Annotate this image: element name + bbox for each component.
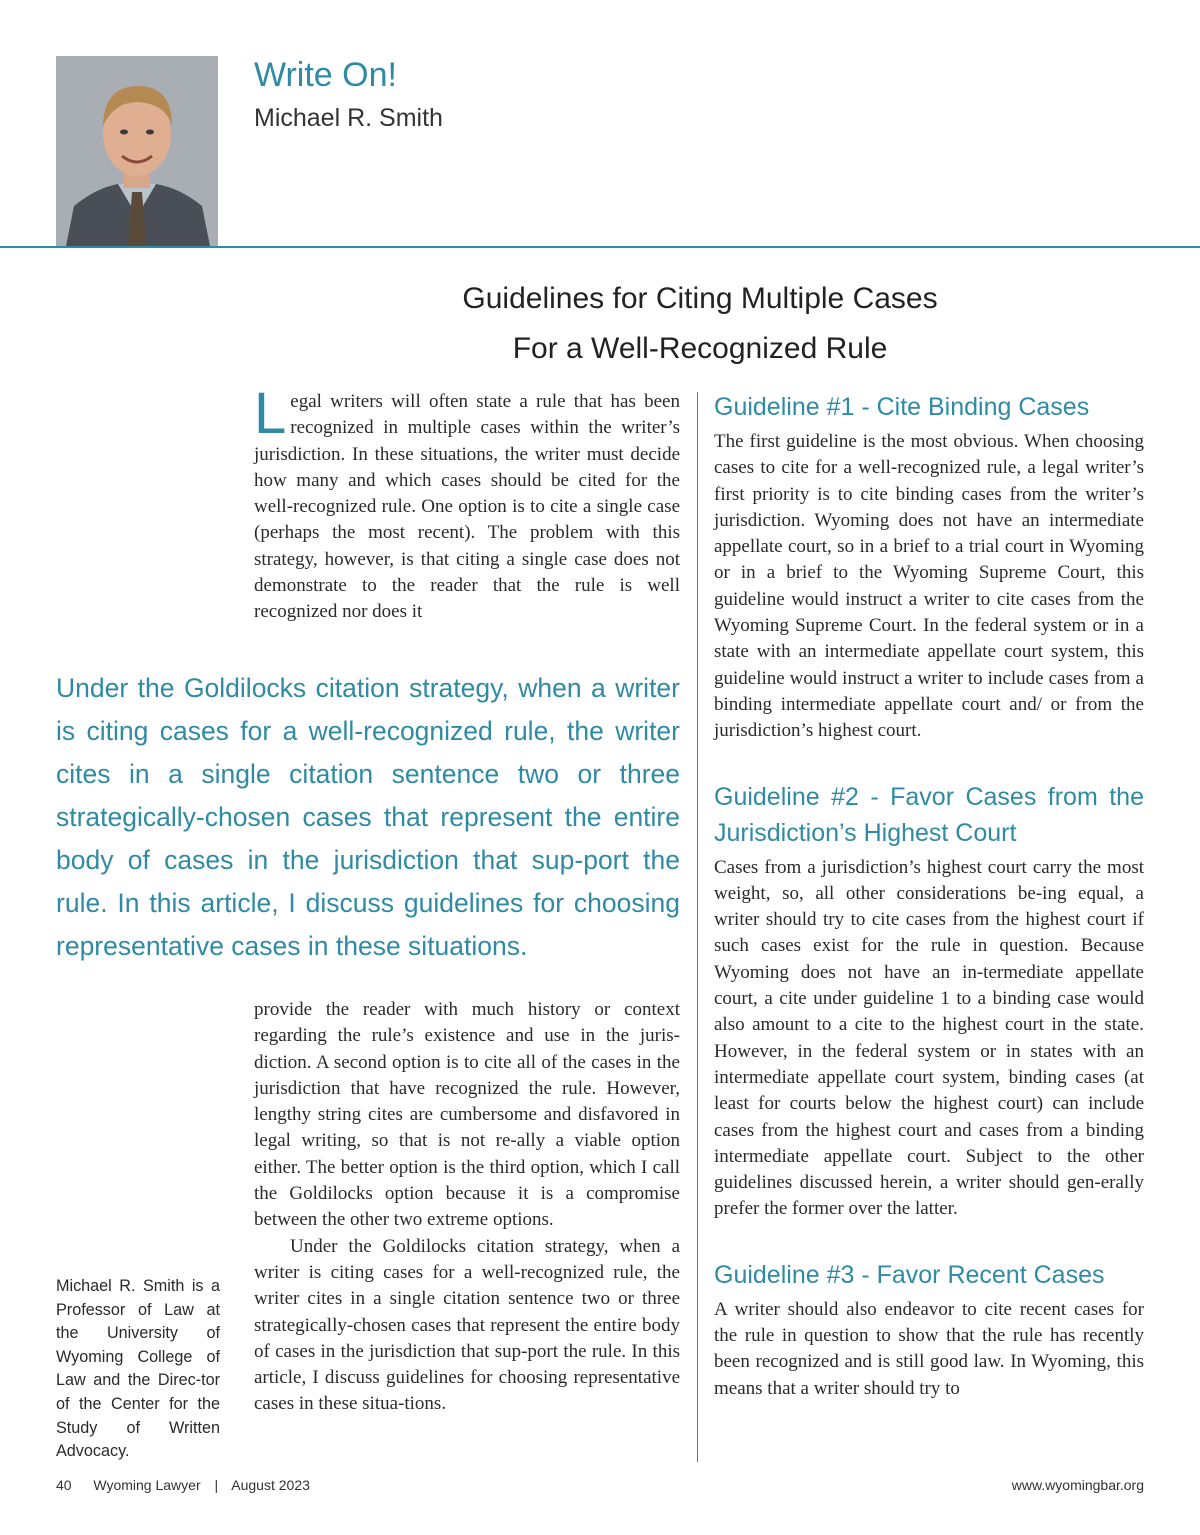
page-footer	[56, 1477, 1144, 1497]
guideline-1-text: The first guideline is the most obvious. When choosing cases to cite for a well-recognized rule, a legal writer’s first priority is to cite binding cases from the writer’s jurisdiction. Wyoming does not have an intermediate appellate court, so in a brief to a trial court in Wyoming or in a brief to the Wyoming Supreme Court, this guideline would instruct a writer to cite cases from the Wyoming Supreme Court. In the federal system or in a state with an intermediate appellate court system, this guideline would instruct a writer to include cases from a binding intermediate appellate court and/ or from the jurisdiction’s highest court.	[714, 431, 1144, 742]
guideline-3-heading: Guideline #3 - Favor Recent Cases	[714, 1260, 1105, 1289]
middle-column-continued	[254, 997, 680, 1418]
author-name: Michael R. Smith	[254, 104, 443, 132]
article-title-line-1: Guidelines for Citing Multiple Cases	[462, 282, 938, 315]
article-title-line-2: For a Well-Recognized Rule	[512, 332, 888, 365]
column-title: Write On!	[254, 56, 397, 94]
intro-text: egal writers will often state a rule that has been recognized in multiple cases within the writer’s jurisdiction. In these situations, the writer must decide how many and which cases should be cited for the well-recognized rule. One option is to cite a single case (perhaps the most recent). The problem with this strategy, however, is that citing a single case does not demonstrate to the reader that the rule is well recognized nor does it	[254, 391, 680, 623]
drop-cap: L	[254, 381, 287, 446]
intro-paragraph	[254, 381, 680, 626]
guideline-2-heading: Guideline #2 - Favor Cases from the Jurisdiction’s Highest Court	[714, 782, 1144, 847]
footer-left	[56, 1477, 310, 1493]
page-number: 40	[56, 1477, 72, 1493]
pull-quote: Under the Goldilocks citation strategy, when a writer is citing cases for a well-recognized rule, the writer cites in a single citation sentence two or three strategically-chosen cases that represent the entire body of cases in the jurisdiction that sup-port the rule. In this article, I discuss guidelines for choosing representative cases in these situations.	[56, 673, 680, 961]
column-divider	[697, 392, 698, 1462]
issue-date: August 2023	[231, 1477, 310, 1493]
body-paragraph: provide the reader with much history or context regarding the rule’s existence and use in the juris-diction. A second option is to cite all of the cases in the jurisdiction that have recognized the rule. However, lengthy string cites are cumbersome and disfavored in legal writing, so that is not re-ally a viable option either. The better option is the third option, which I call the Goldilocks option because it is a compromise between the other two extreme options.	[254, 999, 680, 1231]
article-title	[300, 274, 1100, 374]
author-bio: Michael R. Smith is a Professor of Law at the University of Wyoming College of Law and the Direc-tor of the Center for the Study of Written Advocacy.	[56, 1277, 220, 1461]
header-divider	[0, 246, 1200, 248]
publication-name: Wyoming Lawyer	[93, 1477, 201, 1493]
footer-separator: |	[214, 1477, 219, 1493]
website-url: www.wyomingbar.org	[1011, 1477, 1144, 1493]
right-column	[714, 389, 1144, 1402]
section-gap	[714, 1223, 1144, 1257]
section-gap	[714, 745, 1144, 779]
guideline-1-heading: Guideline #1 - Cite Binding Cases	[714, 393, 1090, 421]
author-portrait-graphic	[56, 56, 218, 246]
guideline-2-text: Cases from a jurisdiction’s highest court carry the most weight, so, all other considerations be-ing equal, a writer should try to cite cases from the highest court if such cases exist for the rule in question. Because Wyoming does not have an in-termediate appellate court, a cite under guideline 1 to a binding case would also amount to a cite to the highest court in the state. However, in the federal system or in states with an intermediate appellate court system, binding cases (at least for courts below the highest court) can include cases from the highest court and cases from a binding intermediate appellate court. Subject to the other guidelines discussed herein, a writer should gen-erally prefer the former over the latter.	[714, 856, 1144, 1220]
body-paragraph: Under the Goldilocks citation strategy, when a writer is citing cases for a well-recognized rule, the writer cites in a single citation sentence two or three strategically-chosen cases that represent the entire body of cases in the jurisdiction that sup-port the rule. In this article, I discuss guidelines for choosing representative cases in these situa-tions.	[254, 1235, 680, 1415]
guideline-3-text: A writer should also endeavor to cite recent cases for the rule in question to show that the rule has recently been recognized and is still good law. In Wyoming, this means that a writer should try to	[714, 1298, 1144, 1399]
author-photo	[56, 56, 218, 246]
